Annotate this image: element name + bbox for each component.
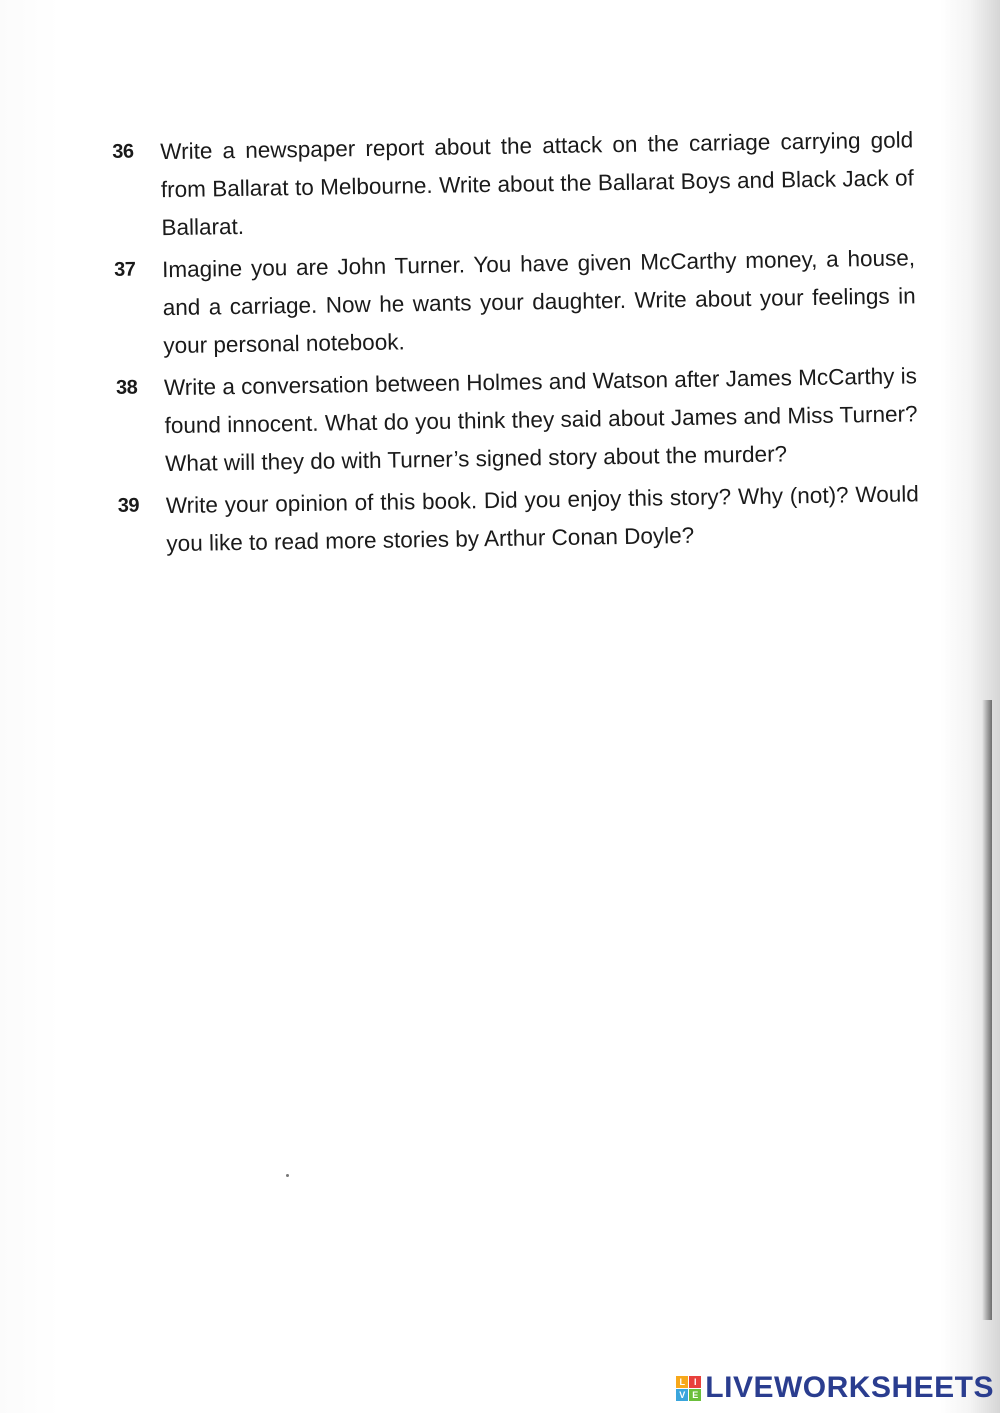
scan-speck <box>286 1174 289 1177</box>
activity-text: Write your opinion of this book. Did you enjoy this story? Why (not)? Would you like to read more stories by Arthur Conan Doyle? <box>165 481 919 557</box>
activity-item <box>114 475 920 564</box>
activity-number: 39 <box>117 494 140 517</box>
activity-number: 38 <box>115 376 138 399</box>
activity-item <box>110 239 917 366</box>
activity-list <box>108 121 920 568</box>
liveworksheets-logo <box>676 1371 994 1405</box>
activity-text: Write a conversation between Holmes and Watson after James McCarthy is found innocent. What do you think they said about James and Miss Turner? What will they do with Turner’s signed story about the murder? <box>163 363 918 477</box>
activity-number: 36 <box>112 140 134 163</box>
activity-number: 37 <box>113 258 136 281</box>
activity-item <box>112 357 919 484</box>
activity-item <box>108 121 915 248</box>
page-edge-shadow <box>982 700 992 1320</box>
activity-text: Write a newspaper report about the attack on the carriage carrying gold from Ballarat to Melbourne. Write about the Ballarat Boys and Black Jack of Ballarat. <box>160 127 914 241</box>
activity-text: Imagine you are John Turner. You have given McCarthy money, a house, and a carriage. Now he wants your daughter. Write about your feelings in your personal notebook. <box>161 245 916 359</box>
logo-text: LIVEWORKSHEETS <box>705 1371 994 1404</box>
logo-mark-icon: L I V E <box>676 1376 701 1401</box>
